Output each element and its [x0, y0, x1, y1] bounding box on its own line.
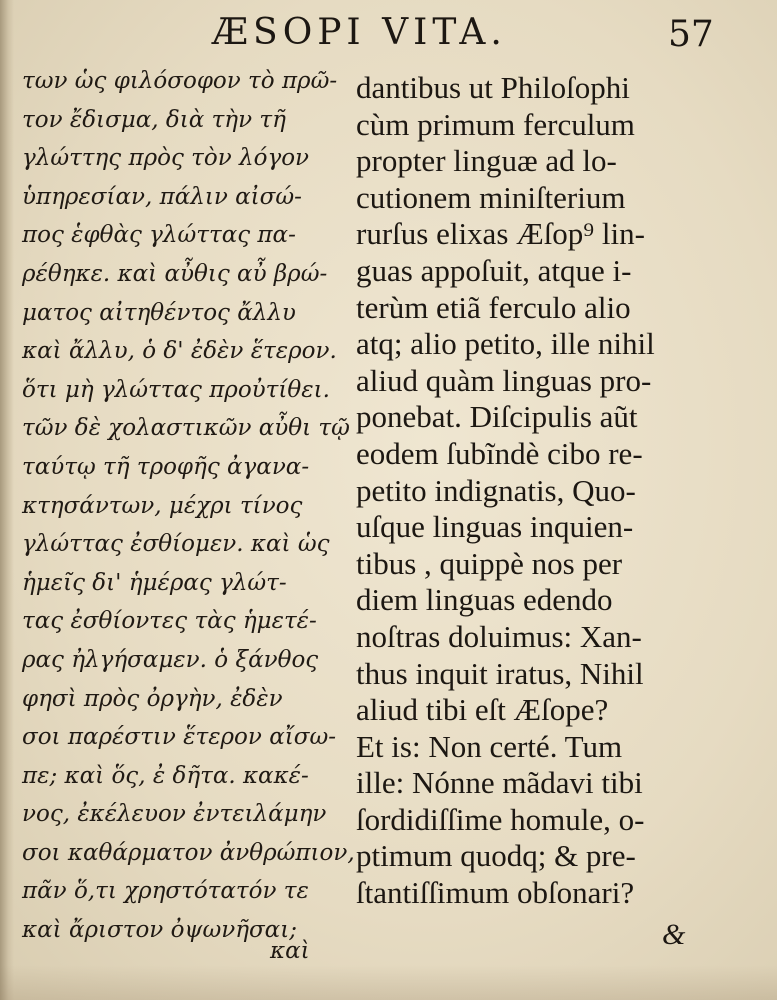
greek-text-line: πε; καὶ ὅς, ἐ δῆτα. κακέ- — [22, 762, 309, 789]
greek-text-line: ρας ἠλγήσαμεν. ὁ ξάνθος — [22, 646, 319, 673]
greek-text-line: ρέθηκε. καὶ αὖθις αὖ βρώ- — [22, 260, 328, 287]
greek-text-line: τας ἐσθίοντες τὰς ἡμετέ- — [22, 608, 317, 635]
latin-text-line: aliud tibi eſt Æſope? — [356, 692, 609, 728]
greek-text-line: πος ἑφθὰς γλώττας πα- — [22, 222, 296, 249]
greek-text-line: καὶ ἄριστον ὀψωνῆσαι; — [22, 917, 297, 944]
latin-text-line: thus inquit iratus, Nihil — [356, 655, 644, 691]
latin-text-line: Et is: Non certé. Tum — [356, 728, 623, 764]
page-bottom-edge — [0, 965, 777, 1000]
greek-text-line: καὶ ἄλλυ, ὁ δ' ἐδὲν ἕτερον. — [22, 338, 337, 365]
greek-text-line: ταύτῳ τῆ τροφῆς ἀγανα- — [22, 453, 310, 480]
greek-text-line: ὅτι μὴ γλώττας προὐτίθει. — [22, 376, 330, 403]
greek-text-line: γλώττης πρὸς τὸν λόγον — [22, 145, 310, 172]
latin-text-line: noſtras doluimus: Xan- — [356, 618, 642, 654]
latin-text-line: ſordidiſſime homule, o- — [356, 801, 645, 837]
latin-text-line: eodem ſubĩndè cibo re- — [356, 435, 643, 471]
greek-text-line: ἡμεῖς δι' ἡμέρας γλώτ- — [22, 569, 287, 596]
greek-text-line: ὑπηρεσίαν, πάλιν αἰσώ- — [22, 183, 302, 210]
latin-text-line: cùm primum ferculum — [356, 106, 635, 142]
latin-text-line: diem linguas edendo — [356, 582, 613, 618]
latin-text-line: ſtantiſſimum obſonari? — [356, 875, 635, 911]
latin-catchword: & — [662, 918, 686, 951]
greek-text-line: σοι καθάρματον ἀνθρώπιον, — [22, 839, 355, 866]
page-header — [0, 8, 777, 64]
latin-text-line: tibus , quippè nos per — [356, 545, 623, 581]
greek-text-column — [22, 62, 355, 964]
greek-text-line: γλώττας ἐσθίομεν. καὶ ὡς — [22, 531, 330, 558]
latin-text-line: guas appoſuit, atque i- — [356, 252, 632, 288]
greek-catchword: καὶ — [270, 938, 310, 964]
greek-text-line: τῶν δὲ χολαστικῶν αὖθι τῷ — [22, 415, 350, 442]
greek-text-line: τον ἔδισμα, διὰ τὴν τῆ — [22, 106, 286, 133]
latin-text-line: rurſus elixas Æſop⁹ lin- — [356, 216, 645, 252]
greek-text-line: φησὶ πρὸς ὀργὴν, ἐδὲν — [22, 685, 283, 712]
latin-text-line: ponebat. Diſcipulis aũt — [356, 399, 638, 435]
running-head: ÆSOPI VITA. — [212, 12, 507, 53]
latin-text-line: atq; alio petito, ille nihil — [356, 326, 655, 362]
latin-text-line: terùm etiã ferculo alio — [356, 289, 631, 325]
latin-text-line: uſque linguas inquien- — [356, 509, 634, 545]
latin-text-line: aliud quàm linguas pro- — [356, 362, 652, 398]
page-gutter — [0, 0, 14, 1000]
latin-text-line: propter linguæ ad lo- — [356, 143, 617, 179]
page-number: 57 — [668, 14, 714, 55]
greek-text-line: των ὡς φιλόσοφον τὸ πρῶ- — [22, 68, 338, 94]
latin-text-column — [356, 70, 772, 912]
greek-text-line: πᾶν ὅ,τι χρηστότατόν τε — [22, 878, 309, 905]
latin-text-line: ptimum quodq; & pre- — [356, 838, 636, 874]
greek-text-line: σοι παρέστιν ἕτερον αἴσω- — [22, 724, 336, 751]
latin-text-line: petito indignatis, Quo- — [356, 472, 636, 508]
latin-text-line: ille: Nónne mãdavi tibi — [356, 765, 643, 801]
greek-text-line: ματος αἰτηθέντος ἄλλυ — [22, 299, 296, 326]
greek-text-line: νος, ἐκέλευον ἐντειλάμην — [22, 801, 327, 828]
latin-text-line: dantibus ut Philoſophi — [356, 70, 630, 105]
latin-text-line: cutionem miniſterium — [356, 179, 626, 215]
greek-text-line: κτησάντων, μέχρι τίνος — [22, 492, 303, 519]
